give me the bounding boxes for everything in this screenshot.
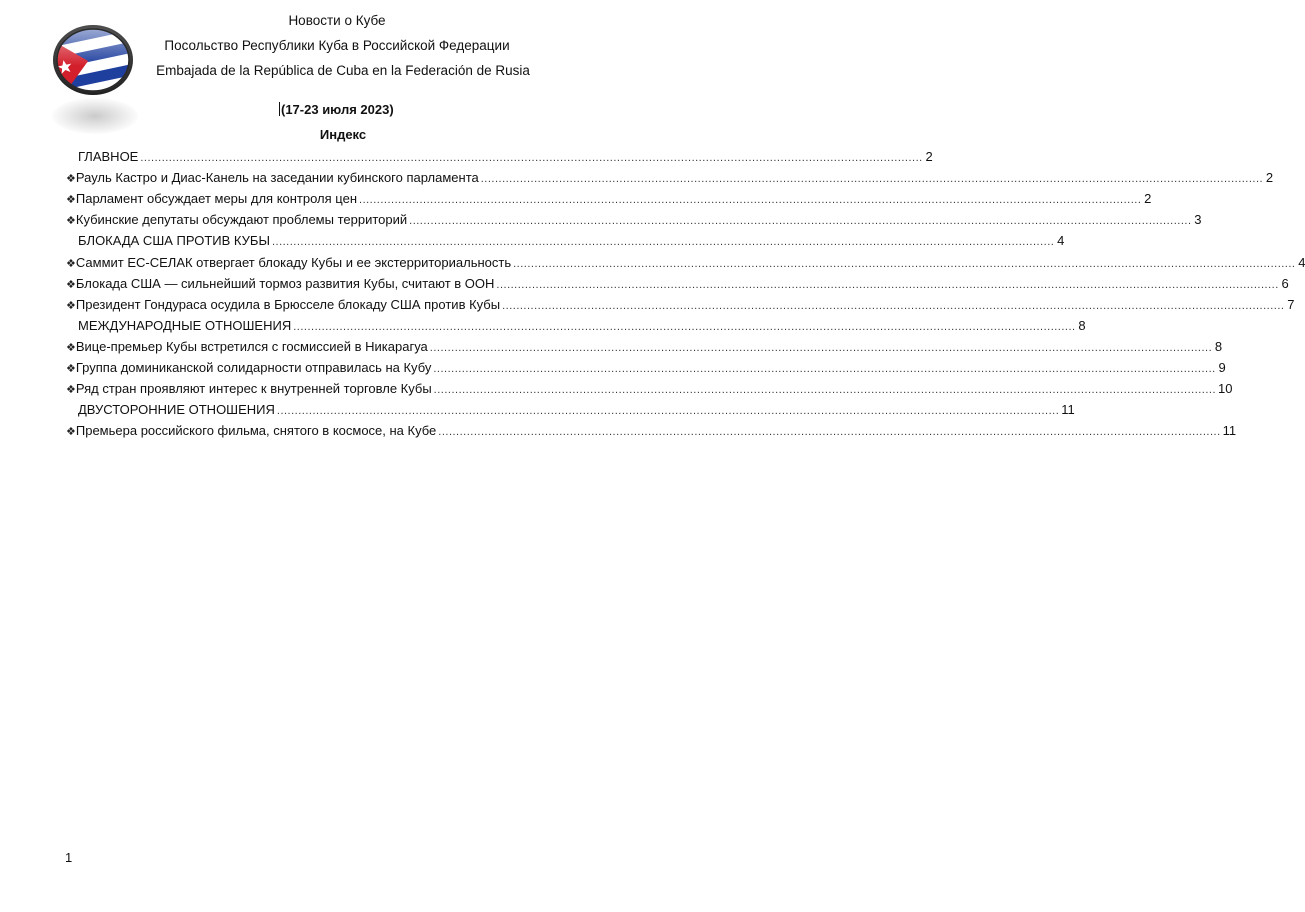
toc-entry-title: Парламент обсуждает меры для контроля цен [75,191,358,207]
diamond-bullet-icon: ❖ [66,278,76,291]
diamond-bullet-icon: ❖ [66,194,76,207]
dot-leader: ............................................................................................................................................................................................................................ [271,236,1055,249]
toc-entry-title: Вице-премьер Кубы встретился с госмиссией в Никарагуа [75,338,428,354]
toc-page-number: 11 [1061,402,1075,418]
toc-page-number: 6 [1281,275,1289,291]
toc-item[interactable] [66,380,1233,398]
toc-page-number: 4 [1298,254,1305,270]
diamond-bullet-icon: ❖ [66,257,76,270]
toc-page-number: 9 [1218,360,1226,375]
dot-leader: ............................................................................................................................................................................................................................ [276,405,1060,418]
dot-leader: ............................................................................................................................................................................................................................ [359,194,1142,207]
toc-entry-title: Группа доминиканской солидарности отправилась на Кубу [75,360,432,375]
toc-page-number: 8 [1214,338,1223,354]
date-range-text: (17-23 июля 2023) [281,102,394,117]
toc-page-number: 8 [1078,317,1086,333]
page-number: 1 [65,850,73,865]
dot-leader: ............................................................................................................................................................................................................................ [433,363,1216,375]
dot-leader: ............................................................................................................................................................................................................................ [480,173,1264,186]
toc-item[interactable] [66,211,1202,229]
diamond-bullet-icon: ❖ [66,299,76,312]
toc-entry-title: Саммит ЕС-СЕЛАК отвергает блокаду Кубы и ее экстерриториальность [75,254,512,270]
toc-item[interactable] [66,359,1226,377]
toc-page-number: 4 [1057,233,1065,249]
toc-entry-title: Президент Гондураса осудила в Брюсселе блокаду США против Кубы [75,296,501,312]
dot-leader: ............................................................................................................................................................................................................................ [409,215,1192,228]
toc-page-number: 2 [1144,191,1152,207]
header-embassy-es: Embajada de la República de Cuba en la Federación de Rusia [156,63,530,78]
dot-leader: ............................................................................................................................................................................................................................ [496,278,1279,291]
dot-leader: ............................................................................................................................................................................................................................ [429,341,1213,354]
header-title: Новости о Кубе [288,13,386,28]
diamond-bullet-icon: ❖ [66,384,76,397]
text-cursor [279,102,280,116]
diamond-bullet-icon: ❖ [66,363,76,375]
toc-page-number: 3 [1194,212,1202,228]
toc-entry-title: Рауль Кастро и Диас-Канель на заседании кубинского парламента [75,170,479,186]
toc-section[interactable] [78,401,1075,419]
dot-leader: ............................................................................................................................................................................................................................ [513,257,1296,270]
toc-entry-title: ГЛАВНОЕ [78,149,139,164]
header-embassy-ru: Посольство Республики Куба в Российской Федерации [164,38,510,53]
toc-page-number: 7 [1287,296,1295,312]
toc-item[interactable] [66,275,1289,293]
dot-leader: ............................................................................................................................................................................................................................ [140,152,923,164]
toc-page-number: 2 [1265,170,1274,186]
toc-entry-title: Ряд стран проявляют интерес к внутренней торговле Кубы [75,381,432,397]
toc-page-number: 10 [1218,381,1233,397]
toc-item[interactable] [66,254,1305,272]
toc-item[interactable] [66,422,1237,440]
diamond-bullet-icon: ❖ [66,341,76,354]
cuban-flag-emblem-icon [52,24,134,96]
toc-section[interactable] [78,317,1086,335]
diamond-bullet-icon: ❖ [66,215,76,228]
dot-leader: ............................................................................................................................................................................................................................ [293,320,1076,333]
toc-entry-title: Премьера российского фильма, снятого в космосе, на Кубе [75,423,437,439]
toc-entry-title: Блокада США — сильнейший тормоз развития Кубы, считают в ООН [75,275,495,291]
diamond-bullet-icon: ❖ [66,173,76,186]
dot-leader: ............................................................................................................................................................................................................................ [502,299,1285,312]
toc-entry-title: Кубинские депутаты обсуждают проблемы территорий [75,212,408,228]
toc-page-number: 2 [925,149,933,164]
toc-item[interactable] [66,169,1274,187]
toc-section[interactable] [78,232,1065,250]
toc-entry-title: БЛОКАДА США ПРОТИВ КУБЫ [78,233,270,249]
dot-leader: ............................................................................................................................................................................................................................ [438,426,1221,439]
date-range [279,102,394,118]
toc-item[interactable] [66,338,1223,356]
diamond-bullet-icon: ❖ [66,426,76,439]
toc-item[interactable] [66,296,1295,314]
toc-page-number: 11 [1222,423,1237,439]
toc-entry-title: МЕЖДУНАРОДНЫЕ ОТНОШЕНИЯ [78,317,292,333]
toc-item[interactable] [66,190,1152,208]
toc-entry-title: ДВУСТОРОННИЕ ОТНОШЕНИЯ [78,402,275,418]
embassy-logo [52,24,134,96]
dot-leader: ............................................................................................................................................................................................................................ [433,384,1217,397]
index-title: Индекс [319,127,367,142]
toc-section[interactable] [78,148,933,166]
